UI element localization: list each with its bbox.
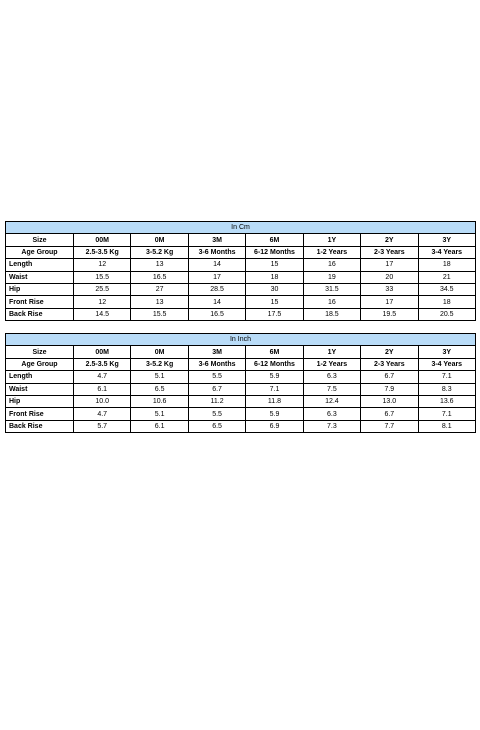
size-cell: 0M — [131, 346, 188, 358]
measurement-cell: 12 — [74, 296, 131, 308]
measurement-cell: 16.5 — [131, 271, 188, 283]
measurement-cell: 17 — [361, 259, 418, 271]
size-chart-inch-table — [5, 333, 476, 433]
measurement-cell: 4.7 — [74, 371, 131, 383]
measurement-cell: 15 — [246, 296, 303, 308]
measurement-cell: 18 — [418, 296, 475, 308]
age-group-cell: 6-12 Months — [246, 246, 303, 258]
measurement-cell: 5.7 — [74, 420, 131, 432]
measurement-cell: 10.0 — [74, 395, 131, 407]
measurement-cell: 19.5 — [361, 308, 418, 320]
table-row — [6, 383, 476, 395]
age-group-label: Age Group — [6, 358, 74, 370]
measurement-cell: 7.1 — [246, 383, 303, 395]
measurement-cell: 5.1 — [131, 371, 188, 383]
measurement-cell: 16.5 — [188, 308, 245, 320]
age-group-cell: 3-5.2 Kg — [131, 246, 188, 258]
measurement-cell: 10.6 — [131, 395, 188, 407]
table-row — [6, 283, 476, 295]
size-label: Size — [6, 234, 74, 246]
measurement-cell: 12.4 — [303, 395, 360, 407]
measurement-cell: 7.1 — [418, 371, 475, 383]
size-cell: 3Y — [418, 234, 475, 246]
measurement-cell: 5.5 — [188, 408, 245, 420]
measurement-cell: 6.7 — [188, 383, 245, 395]
row-label: Hip — [6, 395, 74, 407]
measurement-cell: 31.5 — [303, 283, 360, 295]
measurement-cell: 11.2 — [188, 395, 245, 407]
measurement-cell: 6.1 — [74, 383, 131, 395]
size-cell: 0M — [131, 234, 188, 246]
measurement-cell: 30 — [246, 283, 303, 295]
size-cell: 2Y — [361, 346, 418, 358]
table-row — [6, 395, 476, 407]
measurement-cell: 14 — [188, 296, 245, 308]
measurement-cell: 6.9 — [246, 420, 303, 432]
size-header-row — [6, 346, 476, 358]
measurement-cell: 6.7 — [361, 408, 418, 420]
row-label: Front Rise — [6, 408, 74, 420]
age-group-cell: 1-2 Years — [303, 358, 360, 370]
age-group-cell: 3-4 Years — [418, 246, 475, 258]
row-label: Hip — [6, 283, 74, 295]
measurement-cell: 13.6 — [418, 395, 475, 407]
measurement-cell: 20.5 — [418, 308, 475, 320]
row-label: Back Rise — [6, 420, 74, 432]
size-cell: 3Y — [418, 346, 475, 358]
size-cell: 6M — [246, 346, 303, 358]
size-cell: 3M — [188, 346, 245, 358]
measurement-cell: 11.8 — [246, 395, 303, 407]
age-group-cell: 3-4 Years — [418, 358, 475, 370]
row-label: Length — [6, 259, 74, 271]
size-chart-cm-table — [5, 221, 476, 321]
measurement-cell: 6.5 — [188, 420, 245, 432]
row-label: Front Rise — [6, 296, 74, 308]
measurement-cell: 16 — [303, 259, 360, 271]
measurement-cell: 6.5 — [131, 383, 188, 395]
table-row — [6, 296, 476, 308]
measurement-cell: 17.5 — [246, 308, 303, 320]
size-cell: 6M — [246, 234, 303, 246]
age-group-row — [6, 358, 476, 370]
measurement-cell: 17 — [188, 271, 245, 283]
age-group-cell: 2-3 Years — [361, 246, 418, 258]
measurement-cell: 6.3 — [303, 408, 360, 420]
measurement-cell: 13 — [131, 259, 188, 271]
measurement-cell: 7.1 — [418, 408, 475, 420]
measurement-cell: 7.9 — [361, 383, 418, 395]
measurement-cell: 4.7 — [74, 408, 131, 420]
table-row — [6, 420, 476, 432]
row-label: Length — [6, 371, 74, 383]
row-label: Back Rise — [6, 308, 74, 320]
unit-title: In Inch — [6, 334, 476, 346]
measurement-cell: 15.5 — [131, 308, 188, 320]
measurement-cell: 6.3 — [303, 371, 360, 383]
measurement-cell: 12 — [74, 259, 131, 271]
age-group-label: Age Group — [6, 246, 74, 258]
table-row — [6, 308, 476, 320]
measurement-cell: 7.3 — [303, 420, 360, 432]
unit-title: In Cm — [6, 222, 476, 234]
table-row — [6, 271, 476, 283]
measurement-cell: 27 — [131, 283, 188, 295]
measurement-cell: 5.5 — [188, 371, 245, 383]
measurement-cell: 18 — [418, 259, 475, 271]
table-row — [6, 371, 476, 383]
measurement-cell: 28.5 — [188, 283, 245, 295]
measurement-cell: 7.7 — [361, 420, 418, 432]
size-cell: 00M — [74, 234, 131, 246]
row-label: Waist — [6, 383, 74, 395]
age-group-cell: 3-6 Months — [188, 358, 245, 370]
measurement-cell: 15.5 — [74, 271, 131, 283]
table-body — [6, 346, 476, 433]
age-group-cell: 3-6 Months — [188, 246, 245, 258]
age-group-cell: 1-2 Years — [303, 246, 360, 258]
measurement-cell: 6.7 — [361, 371, 418, 383]
table-body — [6, 234, 476, 321]
age-group-cell: 3-5.2 Kg — [131, 358, 188, 370]
measurement-cell: 13.0 — [361, 395, 418, 407]
size-header-row — [6, 234, 476, 246]
measurement-cell: 18.5 — [303, 308, 360, 320]
age-group-cell: 6-12 Months — [246, 358, 303, 370]
row-label: Waist — [6, 271, 74, 283]
measurement-cell: 6.1 — [131, 420, 188, 432]
age-group-cell: 2.5-3.5 Kg — [74, 246, 131, 258]
measurement-cell: 16 — [303, 296, 360, 308]
measurement-cell: 34.5 — [418, 283, 475, 295]
measurement-cell: 5.9 — [246, 371, 303, 383]
age-group-row — [6, 246, 476, 258]
measurement-cell: 7.5 — [303, 383, 360, 395]
table-row — [6, 259, 476, 271]
size-cell: 1Y — [303, 346, 360, 358]
size-label: Size — [6, 346, 74, 358]
measurement-cell: 13 — [131, 296, 188, 308]
measurement-cell: 21 — [418, 271, 475, 283]
table-row — [6, 408, 476, 420]
size-cell: 00M — [74, 346, 131, 358]
measurement-cell: 5.9 — [246, 408, 303, 420]
measurement-cell: 14 — [188, 259, 245, 271]
age-group-cell: 2.5-3.5 Kg — [74, 358, 131, 370]
measurement-cell: 33 — [361, 283, 418, 295]
measurement-cell: 8.1 — [418, 420, 475, 432]
measurement-cell: 18 — [246, 271, 303, 283]
measurement-cell: 20 — [361, 271, 418, 283]
size-cell: 1Y — [303, 234, 360, 246]
size-cell: 3M — [188, 234, 245, 246]
measurement-cell: 14.5 — [74, 308, 131, 320]
age-group-cell: 2-3 Years — [361, 358, 418, 370]
measurement-cell: 25.5 — [74, 283, 131, 295]
measurement-cell: 15 — [246, 259, 303, 271]
size-cell: 2Y — [361, 234, 418, 246]
measurement-cell: 5.1 — [131, 408, 188, 420]
measurement-cell: 17 — [361, 296, 418, 308]
measurement-cell: 8.3 — [418, 383, 475, 395]
measurement-cell: 19 — [303, 271, 360, 283]
